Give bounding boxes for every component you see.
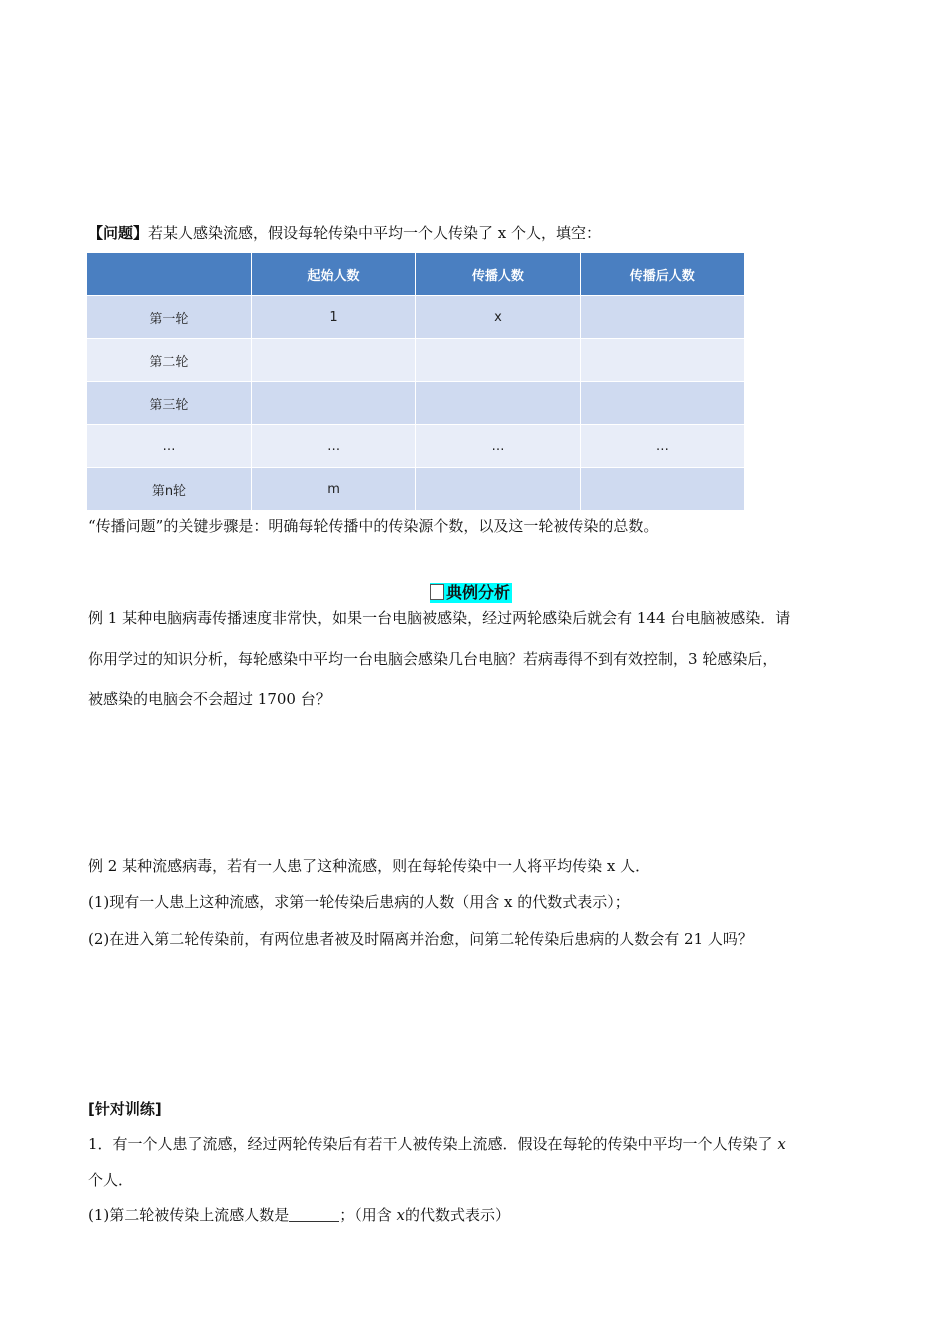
table-cell	[580, 339, 744, 382]
table-cell: 1	[251, 296, 415, 339]
table-cell	[251, 382, 415, 425]
example2-line: (2)在进入第二轮传染前，有两位患者被及时隔离并治愈，问第二轮传染后患病的人数会有 21 人吗？	[88, 930, 753, 948]
problem-statement	[88, 223, 601, 243]
table-row	[87, 339, 745, 382]
table-cell: …	[87, 425, 251, 468]
table-cell: 第n轮	[87, 468, 251, 511]
table-cell: 第三轮	[87, 382, 251, 425]
table-row	[87, 296, 745, 339]
training-q1-subquestion	[88, 1205, 510, 1225]
table-cell: 第二轮	[87, 339, 251, 382]
training-q1-line: 个人．	[88, 1171, 134, 1189]
variable-x: x	[396, 1206, 406, 1224]
table-header-cell: 传播后人数	[580, 253, 744, 296]
answer-blank[interactable]	[289, 1207, 339, 1222]
table-header-cell: 起始人数	[251, 253, 415, 296]
section-heading	[430, 583, 512, 603]
table-cell	[416, 339, 580, 382]
training-heading: [针对训练]	[88, 1100, 162, 1118]
table-cell	[580, 296, 744, 339]
table-row	[87, 425, 745, 468]
table-cell	[580, 382, 744, 425]
table-cell: …	[580, 425, 744, 468]
table-cell: x	[416, 296, 580, 339]
problem-tag: 【问题】	[88, 224, 149, 242]
section-heading-text: 典例分析	[446, 583, 511, 602]
propagation-table	[87, 253, 745, 510]
table-header-cell	[87, 253, 251, 296]
training-q1-line	[88, 1134, 786, 1154]
example2-line: 例 2 某种流感病毒，若有一人患了这种流感，则在每轮传染中一人将平均传染 x 人．	[88, 857, 651, 875]
problem-text: 若某人感染流感，假设每轮传染中平均一个人传染了 x 个人，填空：	[148, 224, 602, 242]
example1-line: 被感染的电脑会不会超过 1700 台？	[88, 690, 331, 708]
key-step-note: “传播问题”的关键步骤是：明确每轮传播中的传染源个数，以及这一轮被传染的总数。	[88, 517, 659, 535]
table-row	[87, 382, 745, 425]
table-row	[87, 468, 745, 511]
subquestion-suffix: 的代数式表示）	[405, 1206, 511, 1224]
example1-line: 例 1 某种电脑病毒传播速度非常快，如果一台电脑被感染，经过两轮感染后就会有 144 台电脑被感染．请	[88, 609, 791, 627]
table-cell: m	[251, 468, 415, 511]
heading-box-icon	[430, 584, 444, 600]
table-cell	[580, 468, 744, 511]
table-cell	[416, 468, 580, 511]
example1-line: 你用学过的知识分析，每轮感染中平均一台电脑会感染几台电脑？若病毒得不到有效控制，3 轮感染后，	[88, 650, 778, 668]
table-cell: 第一轮	[87, 296, 251, 339]
table-cell	[251, 339, 415, 382]
table-header-cell: 传播人数	[416, 253, 580, 296]
table-cell: …	[251, 425, 415, 468]
training-q1-text: 1．有一个人患了流感，经过两轮传染后有若干人被传染上流感．假设在每轮的传染中平均一个人传染了	[88, 1135, 773, 1153]
variable-x: x	[777, 1135, 786, 1153]
example2-line: (1)现有一人患上这种流感，求第一轮传染后患病的人数（用含 x 的代数式表示）；	[88, 893, 630, 911]
table-header-row	[87, 253, 745, 296]
table-cell	[416, 382, 580, 425]
subquestion-mid: ；（用含	[339, 1206, 392, 1224]
subquestion-prefix: (1)第二轮被传染上流感人数是	[88, 1206, 290, 1224]
table-cell: …	[416, 425, 580, 468]
